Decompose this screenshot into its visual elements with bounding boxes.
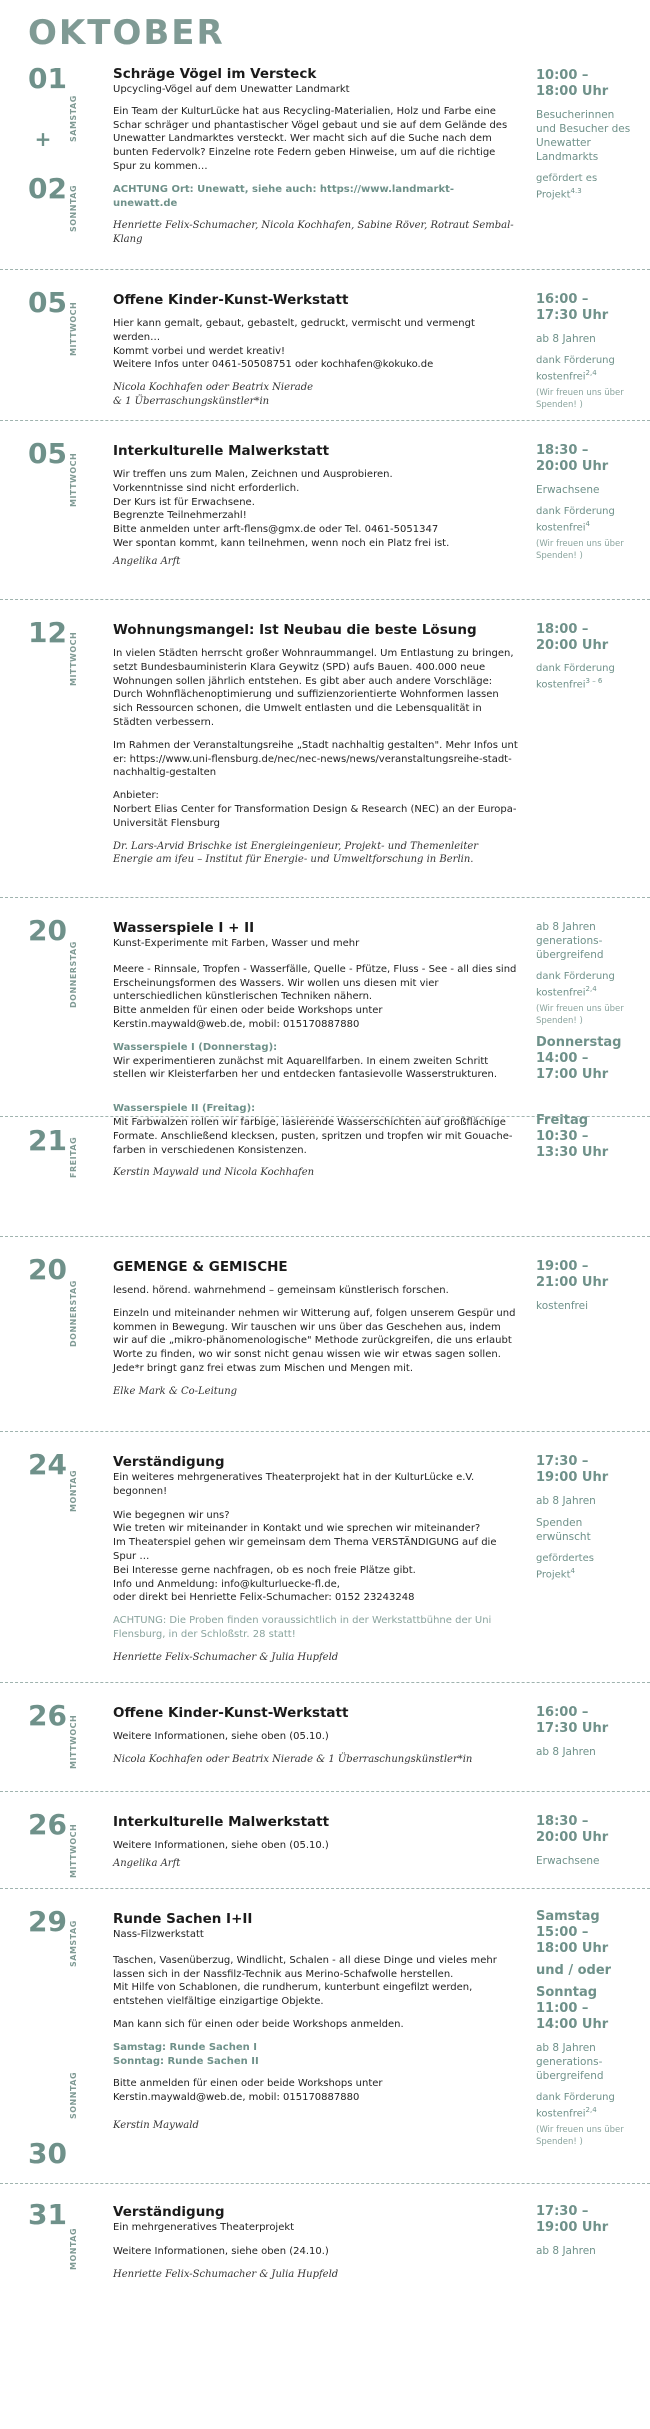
- event-subtitle: Nass-Filzwerkstatt: [113, 1929, 204, 1940]
- event-donation-note: Spenden erwünscht: [536, 1517, 591, 1543]
- event-day: 24: [28, 1448, 67, 1481]
- event-kinder-kunst-werkstatt: [0, 270, 650, 421]
- event-day: 05: [28, 437, 67, 470]
- event-credit: Nicola Kochhafen oder Beatrix Nierade & 1 Überraschungskünstler*in: [113, 382, 314, 407]
- event-description: Wie begegnen wir uns? Wie treten wir miteinander in Kontakt und wie sprechen wir miteinander? Im Theaterspiel gehen wir gemeinsam dem Thema VERSTÄNDIGUNG auf die Spur … Bei Interesse gerne nachfragen, ob es noch freie Plätze gibt. Info und Anmeldung: info@kulturluecke-fl.de, oder direkt bei Henriette Felix-Schumacher: 0152 23243248: [113, 1509, 497, 1604]
- event-credit: Angelika Arft: [113, 1857, 181, 1869]
- event-time-friday: Freitag 10:30 – 13:30 Uhr: [536, 1113, 609, 1161]
- event-interkulturelle-malwerkstatt-2: [0, 1792, 650, 1889]
- event-donation-note: (Wir freuen uns über Spenden! ): [536, 388, 624, 411]
- event-funding: kostenfrei: [536, 1300, 588, 1312]
- event-credit: Kerstin Maywald: [113, 2119, 199, 2131]
- event-verstaendigung-2: [0, 2184, 650, 2288]
- event-funding: gefördertes Projekt$^4$: [536, 1553, 594, 1581]
- event-tagline: lesend. hörend. wahrnehmend – gemeinsam künstlerisch forschen.: [113, 1285, 449, 1296]
- event-time: 17:30 – 19:00 Uhr: [536, 1454, 609, 1485]
- event-day: 01: [28, 62, 67, 95]
- event-time-sunday: Sonntag 11:00 – 14:00 Uhr: [536, 1985, 609, 2032]
- event-day: 29: [28, 1905, 67, 1938]
- event-title: GEMENGE & GEMISCHE: [113, 1259, 288, 1275]
- workshop-2-heading: Wasserspiele II (Freitag):: [113, 1103, 256, 1115]
- event-description: Weitere Informationen, siehe oben (24.10.): [113, 2245, 329, 2257]
- event-title: Wohnungsmangel: Ist Neubau die beste Lösung: [113, 622, 477, 638]
- event-weekday: MITTWOCH: [69, 301, 78, 356]
- plus-sign: +: [34, 127, 52, 151]
- event-time: 16:00 – 17:30 Uhr: [536, 1705, 609, 1736]
- event-day: 05: [28, 286, 67, 319]
- event-subtitle: Ein weiteres mehrgeneratives Theaterprojekt hat in der KulturLücke e.V. begonnen!: [113, 1472, 475, 1497]
- event-time-thursday: Donnerstag 14:00 – 17:00 Uhr: [536, 1035, 622, 1083]
- event-gemenge-gemische: [0, 1237, 650, 1432]
- event-day: 26: [28, 1699, 67, 1732]
- event-funding: gefördert es Projekt$^{4.3}$: [536, 173, 598, 201]
- event-funding: dank Förderung kostenfrei$^{3 - 6}$: [536, 663, 615, 691]
- event-audience: Erwachsene: [536, 484, 600, 496]
- event-location-note: ACHTUNG: Die Proben finden voraussichtlich in der Werkstattbühne der Uni Flensburg, in der Schloßstr. 28 statt!: [113, 1615, 492, 1640]
- event-or-label: und / oder: [536, 1963, 612, 1978]
- event-description: In vielen Städten herrscht großer Wohnraummangel. Um Entlastung zu bringen, setzt Bundesbauministerin Klara Geywitz (SPD) aufs Bauen. 400.000 neue Wohnungen sollen jährlich entstehen. Es gibt aber auch andere Vorschläge: Durch Wohnflächenoptimierung und suffizienzorientierte Wohnformen lassen sich Ressourcen schonen, die Umwelt entlasten und die Lebensqualität in Städten verbessern.: [113, 648, 514, 728]
- event-time: 18:00 – 20:00 Uhr: [536, 622, 609, 653]
- workshop-2-label: Sonntag: Runde Sachen II: [113, 2055, 259, 2067]
- event-credit: Angelika Arft: [113, 555, 181, 567]
- event-day: 26: [28, 1808, 67, 1841]
- event-donation-note: (Wir freuen uns über Spenden! ): [536, 1004, 624, 1027]
- event-subtitle: Kunst-Experimente mit Farben, Wasser und mehr: [113, 938, 360, 949]
- event-time: 18:30 – 20:00 Uhr: [536, 443, 609, 474]
- event-time: 16:00 – 17:30 Uhr: [536, 292, 609, 323]
- event-time: 18:30 – 20:00 Uhr: [536, 1814, 609, 1845]
- event-title: Offene Kinder-Kunst-Werkstatt: [113, 292, 349, 308]
- event-funding: dank Förderung kostenfrei$^{2,4}$: [536, 2092, 615, 2120]
- event-kinder-kunst-werkstatt-2: [0, 1683, 650, 1792]
- event-description: Einzeln und miteinander nehmen wir Witterung auf, folgen unserem Gespür und kommen in Bewegung. Wir tauschen wir uns über das Geschehen aus, indem wir auf die „mikro-phänomenologische" Methode zurückgreifen, die uns erlaubt Worte zu finden, wo wir sonst nicht genau wissen wie wir etwas sagen sollen. Jede*r bringt ganz frei etwas zum Mischen und Mengen mit.: [113, 1307, 516, 1374]
- event-day-2: 30: [28, 2137, 67, 2170]
- event-weekday: MONTAG: [69, 2227, 78, 2270]
- event-funding: dank Förderung kostenfrei$^4$: [536, 506, 615, 534]
- event-subtitle: Upcycling-Vögel auf dem Unewatter Landmarkt: [113, 84, 350, 95]
- event-wohnungsmangel: [0, 600, 650, 898]
- event-audience: ab 8 Jahren generations-übergreifend: [536, 2042, 604, 2082]
- event-runde-sachen: [0, 1889, 650, 2184]
- event-provider: Anbieter: Norbert Elias Center for Transformation Design & Research (NEC) an der Europa-Universität Flensburg: [113, 790, 517, 829]
- event-credit: Henriette Felix-Schumacher, Nicola Kochhafen, Sabine Röver, Rotraut Sembal-Klang: [113, 220, 514, 246]
- workshop-2-description: Mit Farbwalzen rollen wir farbige, lasierende Wasserschichten auf großflächige Formate. Anschließend klecksen, pusten, spritzen und tropfen wir mit Gouache-farben in verschiedenen Konsistenzen.: [113, 1116, 513, 1156]
- event-series-info: Im Rahmen der Veranstaltungsreihe „Stadt nachhaltig gestalten". Mehr Infos unter: https://www.uni-flensburg.de/nec/nec-news/news/veranstaltungsreihe-stadt-nachhaltig-gestalten: [113, 739, 518, 779]
- event-description: Weitere Informationen, siehe oben (05.10.): [113, 1731, 329, 1742]
- event-day-2: 02: [28, 172, 67, 205]
- event-credit: Kerstin Maywald und Nicola Kochhafen: [113, 1167, 315, 1179]
- event-funding: dank Förderung kostenfrei$^{2,4}$: [536, 355, 615, 383]
- event-title: Runde Sachen I+II: [113, 1911, 253, 1927]
- event-description: Taschen, Vasenüberzug, Windlicht, Schalen - all diese Dinge und vieles mehr lassen sich in der Nassfilz-Technik aus Merino-Schafwolle herstellen. Mit Hilfe von Schablonen, die rundherum, kunterbunt eingefilzt werden, entstehen vielfältige einzigartige Objekte.: [113, 1954, 497, 2008]
- event-funding: dank Förderung kostenfrei$^{2,4}$: [536, 971, 615, 999]
- event-audience: Erwachsene: [536, 1855, 600, 1867]
- event-credit: Nicola Kochhafen oder Beatrix Nierade & 1 Überraschungskünstler*in: [113, 1753, 473, 1765]
- event-interkulturelle-malwerkstatt: [0, 421, 650, 600]
- event-weekday-2: SONNTAG: [69, 184, 78, 232]
- event-time: 10:00 – 18:00 Uhr: [536, 68, 609, 99]
- event-credit: Dr. Lars-Arvid Brischke ist Energieingenieur, Projekt- und Themenleiter Energie am ifeu – Institut für Energie- und Umweltforschung in Berlin.: [113, 840, 479, 866]
- event-donation-note: (Wir freuen uns über Spenden! ): [536, 539, 624, 562]
- event-audience: ab 8 Jahren: [536, 2245, 596, 2257]
- workshop-1-heading: Wasserspiele I (Donnerstag):: [113, 1041, 278, 1053]
- event-weekday-2: FREITAG: [69, 1136, 78, 1178]
- event-weekday: DONNERSTAG: [69, 941, 78, 1008]
- event-title: Interkulturelle Malwerkstatt: [113, 443, 330, 459]
- event-credit: Elke Mark & Co-Leitung: [113, 1385, 238, 1397]
- event-weekday: MITTWOCH: [69, 631, 78, 686]
- event-weekday: MITTWOCH: [69, 452, 78, 507]
- event-description: Ein Team der KulturLücke hat aus Recycling-Materialien, Holz und Farbe eine Schar schräger und phantastischer Vögel gebaut und sie auf dem Gelände des Unewatter Landmarktes versteckt. Wer macht sich auf die Suche nach dem bunten Federvolk? Einzelne rote Federn geben Hinweise, um auf die richtige Spur zu kommen…: [113, 105, 508, 172]
- event-title: Schräge Vögel im Versteck: [113, 66, 317, 82]
- event-verstaendigung: [0, 1432, 650, 1683]
- event-audience: ab 8 Jahren: [536, 1495, 596, 1507]
- event-contact: Bitte anmelden für einen oder beide Workshops unter Kerstin.maywald@web.de, mobil: 015170887880: [113, 2078, 383, 2104]
- event-audience: Besucherinnen und Besucher des Unewatter Landmarkts: [536, 109, 631, 163]
- event-day-2: 21: [28, 1124, 67, 1157]
- event-day: 20: [28, 914, 67, 947]
- event-time-saturday: Samstag 15:00 – 18:00 Uhr: [536, 1909, 609, 1956]
- event-credit: Henriette Felix-Schumacher & Julia Hupfeld: [113, 2268, 339, 2280]
- event-description: Hier kann gemalt, gebaut, gebastelt, gedruckt, vermischt und vermengt werden… Kommt vorbei und werdet kreativ! Weitere Infos unter 0461-50508751 oder kochhafen@kokuko.de: [113, 318, 475, 371]
- event-weekday: MITTWOCH: [69, 1823, 78, 1878]
- workshop-1-label: Samstag: Runde Sachen I: [113, 2041, 257, 2053]
- event-title: Wasserspiele I + II: [113, 920, 255, 936]
- event-weekday: MONTAG: [69, 1469, 78, 1512]
- event-description: Meere - Rinnsale, Tropfen - Wasserfälle, Quelle - Pfütze, Fluss - See - all dies sind Erscheinungsformen des Wassers. Wir wollen uns diesen mit vier unterschiedlichen künstlerischen Techniken nähern. Bitte anmelden für einen oder beide Workshops unter Kerstin.maywald@web.de, mobil: 015170887880: [113, 963, 517, 1030]
- event-wasserspiele: [0, 898, 650, 1237]
- workshop-1-description: Wir experimentieren zunächst mit Aquarellfarben. In einem zweiten Schritt stellen wir Kleisterfarben her und entdecken fantasievolle Wasserstrukturen.: [113, 1055, 498, 1081]
- event-title: Verständigung: [113, 2204, 225, 2220]
- event-audience: ab 8 Jahren: [536, 333, 596, 345]
- event-day: 20: [28, 1253, 67, 1286]
- event-audience: ab 8 Jahren: [536, 1746, 596, 1758]
- event-weekday: MITTWOCH: [69, 1714, 78, 1769]
- event-location-note: ACHTUNG Ort: Unewatt, siehe auch: https://www.landmarkt-unewatt.de: [113, 183, 455, 209]
- event-time: 19:00 – 21:00 Uhr: [536, 1259, 609, 1290]
- event-day: 31: [28, 2198, 67, 2231]
- event-time: 17:30 – 19:00 Uhr: [536, 2204, 609, 2235]
- event-weekday-2: SONNTAG: [69, 2071, 78, 2119]
- event-day: 12: [28, 616, 67, 649]
- event-weekday: DONNERSTAG: [69, 1280, 78, 1347]
- event-description: Weitere Informationen, siehe oben (05.10.): [113, 1840, 329, 1851]
- event-title: Offene Kinder-Kunst-Werkstatt: [113, 1705, 349, 1721]
- event-credit: Henriette Felix-Schumacher & Julia Hupfeld: [113, 1651, 339, 1663]
- event-title: Verständigung: [113, 1454, 225, 1470]
- event-audience: ab 8 Jahren generations-übergreifend: [536, 921, 604, 961]
- month-heading: OKTOBER: [28, 13, 225, 53]
- event-weekday: SAMSTAG: [69, 95, 78, 142]
- event-description: Wir treffen uns zum Malen, Zeichnen und Ausprobieren. Vorkenntnisse sind nicht erforderlich. Der Kurs ist für Erwachsene. Begrenzte Teilnehmerzahl! Bitte anmelden unter arft-flens@gmx.de oder Tel. 0461-5051347 Wer spontan kommt, kann teilnehmen, wenn noch ein Platz frei ist.: [113, 469, 450, 549]
- event-schraege-voegel: [0, 64, 650, 270]
- event-registration-info: Man kann sich für einen oder beide Workshops anmelden.: [113, 2018, 404, 2030]
- event-title: Interkulturelle Malwerkstatt: [113, 1814, 330, 1830]
- event-subtitle: Ein mehrgeneratives Theaterprojekt: [113, 2222, 295, 2233]
- event-donation-note: (Wir freuen uns über Spenden! ): [536, 2125, 624, 2148]
- event-weekday: SAMSTAG: [69, 1920, 78, 1967]
